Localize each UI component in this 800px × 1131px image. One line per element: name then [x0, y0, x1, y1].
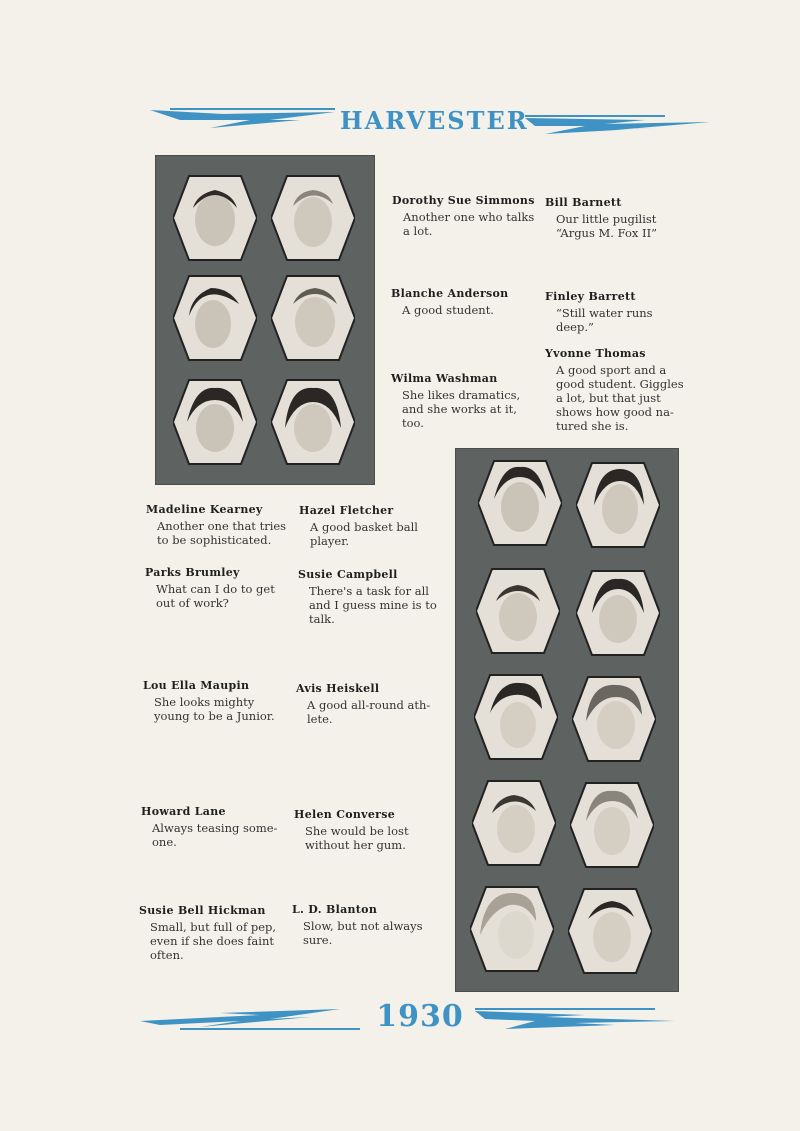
student-quote: A good student.: [402, 303, 494, 317]
student-name: Hazel Fletcher: [299, 504, 394, 517]
student-entry: [391, 287, 541, 317]
student-name: Susie Bell Hickman: [139, 904, 266, 917]
student-photo: [271, 174, 355, 262]
student-photo: [576, 569, 660, 657]
student-entry: [292, 903, 444, 947]
student-name: Lou Ella Maupin: [143, 679, 250, 692]
student-photo: [474, 673, 558, 761]
student-entry: [299, 504, 447, 548]
student-quote: Another one that tries to be sophisticated.: [157, 519, 287, 547]
student-quote: A good all-round ath-lete.: [307, 698, 431, 726]
photo-panel-bottom: [455, 448, 679, 992]
student-photo: [173, 174, 257, 262]
student-photo: [572, 675, 656, 763]
student-entry: [139, 904, 291, 962]
student-photo: [271, 274, 355, 362]
student-photo: [271, 378, 355, 466]
student-quote: What can I do to get out of work?: [156, 582, 275, 610]
student-name: Finley Barrett: [545, 290, 636, 303]
student-entry: [298, 568, 446, 626]
student-name: Parks Brumley: [145, 566, 240, 579]
student-name: Yvonne Thomas: [545, 347, 646, 360]
yearbook-title: HARVESTER: [340, 106, 529, 135]
lightning-right-icon: [475, 1005, 695, 1031]
student-quote: She likes dramatics, and she works at it, too.: [402, 388, 521, 430]
student-photo: [576, 461, 660, 549]
student-quote: “Still water runs deep.”: [556, 306, 653, 334]
photo-panel-top: [155, 155, 375, 485]
student-photo: [173, 274, 257, 362]
student-name: Blanche Anderson: [391, 287, 509, 300]
student-entry: [545, 290, 695, 334]
student-name: Bill Barnett: [545, 196, 622, 209]
yearbook-year: 1930: [376, 999, 464, 1034]
student-quote: Always teasing some-one.: [152, 821, 278, 849]
student-quote: Another one who talks a lot.: [403, 210, 535, 238]
student-photo: [570, 781, 654, 869]
student-photo: [472, 779, 556, 867]
student-photo: [470, 885, 554, 973]
student-entry: [145, 566, 293, 610]
student-name: Dorothy Sue Simmons: [392, 194, 535, 207]
student-quote: Small, but full of pep, even if she does faint often.: [150, 920, 277, 962]
student-entry: [143, 679, 293, 723]
page-header: [150, 98, 710, 148]
student-quote: A good basket ball player.: [310, 520, 418, 548]
student-quote: Slow, but not always sure.: [303, 919, 423, 947]
lightning-left-icon: [150, 106, 335, 130]
student-photo: [478, 459, 562, 547]
student-quote: She would be lost without her gum.: [305, 824, 409, 852]
student-name: L. D. Blanton: [292, 903, 378, 916]
student-name: Susie Campbell: [298, 568, 398, 581]
student-photo: [173, 378, 257, 466]
student-name: Wilma Washman: [391, 372, 498, 385]
student-entry: [545, 196, 685, 240]
student-quote: She looks mighty young to be a Junior.: [154, 695, 275, 723]
student-entry: [392, 194, 542, 238]
lightning-right-icon: [525, 112, 710, 136]
student-entry: [545, 347, 695, 433]
student-name: Helen Converse: [294, 808, 396, 821]
student-entry: [296, 682, 446, 726]
lightning-left-icon: [140, 1005, 360, 1031]
student-photo: [568, 887, 652, 975]
student-quote: Our little pugilist “Argus M. Fox II”: [556, 212, 657, 240]
student-entry: [141, 805, 291, 849]
student-entry: [294, 808, 444, 852]
student-quote: A good sport and a good student. Giggles a lot, but that just shows how good na-tured she is.: [556, 363, 684, 433]
page-footer: [140, 995, 700, 1045]
student-entry: [391, 372, 541, 430]
student-name: Howard Lane: [141, 805, 226, 818]
student-photo: [476, 567, 560, 655]
student-name: Avis Heiskell: [296, 682, 380, 695]
student-name: Madeline Kearney: [146, 503, 263, 516]
student-entry: [146, 503, 294, 547]
student-quote: There's a task for all and I guess mine is to talk.: [309, 584, 437, 626]
